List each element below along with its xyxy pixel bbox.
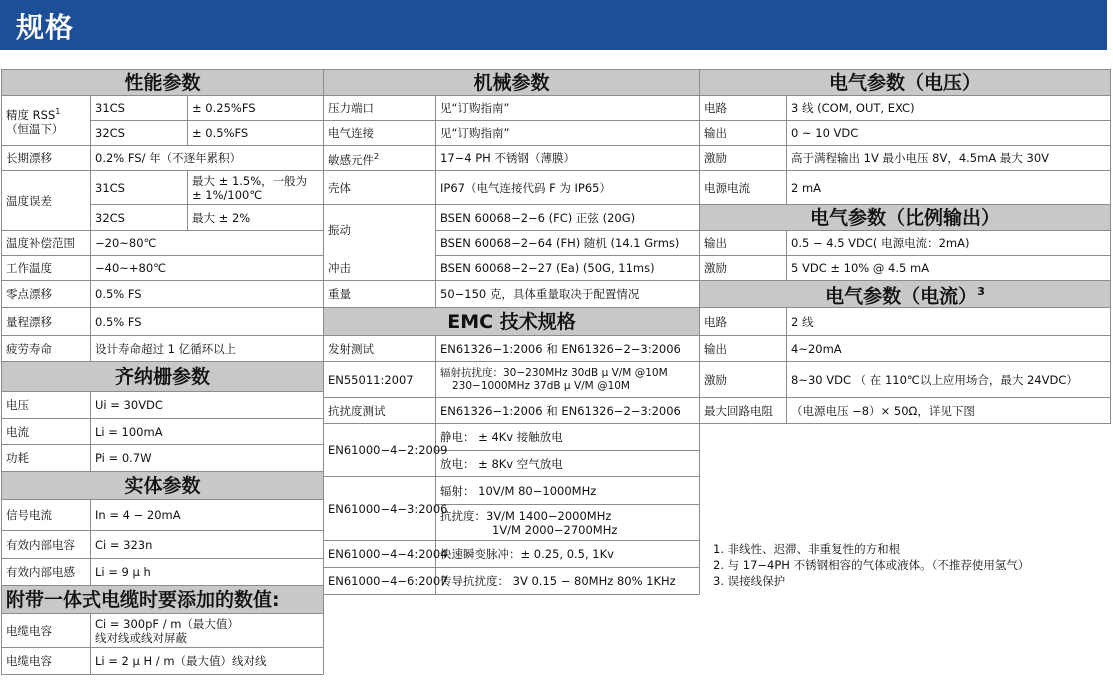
volt-row-value: 高于满程输出 1V 最小电压 8V，4.5mA 最大 30V: [787, 146, 1111, 171]
volt-row-label: 电路: [700, 96, 787, 121]
fatigue-label: 疲劳寿命: [2, 336, 91, 362]
ratio-header: 电气参数（比例输出）: [700, 205, 1111, 231]
span-value: 0.5% FS: [91, 308, 324, 336]
entity-row-value: In = 4 − 20mA: [91, 500, 324, 531]
zener-row-value: Ui = 30VDC: [91, 392, 324, 419]
cond-value: 传导抗扰度： 3V 0.15 − 80MHz 80% 1KHz: [436, 568, 700, 595]
port-label: 压力端口: [324, 96, 436, 121]
ratio-row-label: 激励: [700, 256, 787, 281]
current-row-label: 最大回路电阻: [700, 398, 787, 424]
emission-value: EN61326−1:2006 和 EN61326−2−3:2006: [436, 336, 700, 362]
volt-row-label: 电源电流: [700, 171, 787, 205]
zener-row-value: Li = 100mA: [91, 419, 324, 445]
rf-label: EN61000−4−3:2006: [324, 477, 436, 541]
current-row-label: 电路: [700, 308, 787, 336]
acc-r1-value: ± 0.25%FS: [188, 96, 324, 121]
zener-row-label: 电流: [2, 419, 91, 445]
title-banner: [0, 0, 1107, 50]
span-label: 量程漂移: [2, 308, 91, 336]
mech-emc-table: [323, 69, 700, 595]
footnote: 1. 非线性、迟滞、非重复性的方和根: [713, 542, 901, 556]
cable-r1-label: 电缆电容: [2, 614, 91, 648]
emission-label: 发射测试: [324, 336, 436, 362]
footnote: 3. 误接线保护: [713, 574, 786, 588]
te-r2-model: 32CS: [91, 205, 188, 231]
comp-value: −20~80℃: [91, 231, 324, 256]
sense-label: 敏感元件$^2$: [324, 146, 436, 171]
current-row-value: （电源电压 −8）× 50Ω，详见下图: [787, 398, 1111, 424]
volt-row-value: 0 ~ 10 VDC: [787, 121, 1111, 146]
zero-label: 零点漂移: [2, 281, 91, 308]
conn-label: 电气连接: [324, 121, 436, 146]
perf-header: 性能参数: [2, 70, 324, 96]
cable-header: 附带一体式电缆时要添加的数值:: [2, 586, 324, 614]
entity-row-value: Li = 9 μ h: [91, 559, 324, 586]
entity-row-label: 有效内部电容: [2, 531, 91, 559]
rf-value-1: 辐射： 10V/M 80−1000MHz: [436, 477, 700, 505]
vib-label: 振动: [324, 205, 436, 256]
ratio-row-value: 0.5 − 4.5 VDC( 电源电流：2mA): [787, 231, 1111, 256]
shock-value: BSEN 60068−2−27 (Ea) (50G, 11ms): [436, 256, 700, 281]
shock-label: 冲击: [324, 256, 436, 281]
entity-row-value: Ci = 323n: [91, 531, 324, 559]
comp-label: 温度补偿范围: [2, 231, 91, 256]
emc-header: EMC 技术规格: [324, 308, 700, 336]
volt-row-value: 3 线 (COM, OUT, EXC): [787, 96, 1111, 121]
zero-value: 0.5% FS: [91, 281, 324, 308]
volt-row-label: 输出: [700, 121, 787, 146]
volt-row-value: 2 mA: [787, 171, 1111, 205]
esd-label: EN61000−4−2:2009: [324, 424, 436, 477]
housing-value: IP67（电气连接代码 F 为 IP65）: [436, 171, 700, 205]
immunity-value: EN61326−1:2006 和 EN61326−2−3:2006: [436, 398, 700, 424]
ratio-row-value: 5 VDC ± 10% @ 4.5 mA: [787, 256, 1111, 281]
current-row-value: 4~20mA: [787, 336, 1111, 362]
esd-value-2: 放电： ± 8Kv 空气放电: [436, 451, 700, 477]
weight-value: 50−150 克，具体重量取决于配置情况: [436, 281, 700, 308]
current-header: 电气参数（电流）$^3$: [700, 281, 1111, 308]
te-r1-value: 最大 ± 1.5%，一般为 ± 1%/100℃: [188, 171, 324, 205]
volt-header: 电气参数（电压）: [700, 70, 1111, 96]
op-value: −40~+80℃: [91, 256, 324, 281]
eft-value: 快速瞬变脉冲：± 0.25, 0.5, 1Kv: [436, 541, 700, 568]
current-row-value: 2 线: [787, 308, 1111, 336]
drift-value: 0.2% FS/ 年（不逐年累积）: [91, 146, 324, 171]
housing-label: 壳体: [324, 171, 436, 205]
entity-row-label: 有效内部电感: [2, 559, 91, 586]
zener-row-value: Pi = 0.7W: [91, 445, 324, 472]
cable-r1-value: Ci = 300pF / m（最大值） 线对线或线对屏蔽: [91, 614, 324, 648]
esd-value-1: 静电： ± 4Kv 接触放电: [436, 424, 700, 451]
acc-r1-model: 31CS: [91, 96, 188, 121]
sense-value: 17−4 PH 不锈钢（薄膜）: [436, 146, 700, 171]
current-row-label: 激励: [700, 362, 787, 398]
en55011-value: 辐射抗扰度：30−230MHz 30dB μ V/M @10M 230−1000MHz 37dB μ V/M @10M: [436, 362, 700, 398]
port-value: 见“订购指南”: [436, 96, 700, 121]
footnote: 2. 与 17−4PH 不锈钢相容的气体或液体。（不推荐使用氢气）: [713, 558, 1030, 572]
temp-err-label: 温度误差: [2, 171, 91, 231]
fatigue-value: 设计寿命超过 1 亿循环以上: [91, 336, 324, 362]
te-r2-value: 最大 ± 2%: [188, 205, 324, 231]
electrical-table: [699, 69, 1111, 424]
te-r1-model: 31CS: [91, 171, 188, 205]
vib-value-2: BSEN 60068−2−64 (FH) 随机 (14.1 Grms): [436, 231, 700, 256]
cable-r2-label: 电缆电容: [2, 648, 91, 675]
cable-r2-value: Li = 2 μ H / m（最大值）线对线: [91, 648, 324, 675]
op-label: 工作温度: [2, 256, 91, 281]
current-row-label: 输出: [700, 336, 787, 362]
zener-header: 齐纳栅参数: [2, 362, 324, 392]
cond-label: EN61000−4−6:2007: [324, 568, 436, 595]
current-row-value: 8~30 VDC （ 在 110℃以上应用场合，最大 24VDC）: [787, 362, 1111, 398]
zener-row-label: 功耗: [2, 445, 91, 472]
rf-value-2: 抗扰度：3V/M 1400−2000MHz 1V/M 2000−2700MHz: [436, 505, 700, 541]
eft-label: EN61000−4−4:2004: [324, 541, 436, 568]
ratio-row-label: 输出: [700, 231, 787, 256]
accuracy-label: 精度 RSS$^1$ （恒温下）: [2, 96, 91, 146]
footnotes: [713, 541, 1029, 589]
volt-row-label: 激励: [700, 146, 787, 171]
en55011-label: EN55011:2007: [324, 362, 436, 398]
perf-table: [1, 69, 324, 675]
conn-value: 见“订购指南”: [436, 121, 700, 146]
weight-label: 重量: [324, 281, 436, 308]
acc-r2-value: ± 0.5%FS: [188, 121, 324, 146]
page-title: 规格: [16, 11, 75, 44]
vib-value-1: BSEN 60068−2−6 (FC) 正弦 (20G): [436, 205, 700, 231]
mech-header: 机械参数: [324, 70, 700, 96]
zener-row-label: 电压: [2, 392, 91, 419]
drift-label: 长期漂移: [2, 146, 91, 171]
entity-header: 实体参数: [2, 472, 324, 500]
acc-r2-model: 32CS: [91, 121, 188, 146]
immunity-label: 抗扰度测试: [324, 398, 436, 424]
entity-row-label: 信号电流: [2, 500, 91, 531]
